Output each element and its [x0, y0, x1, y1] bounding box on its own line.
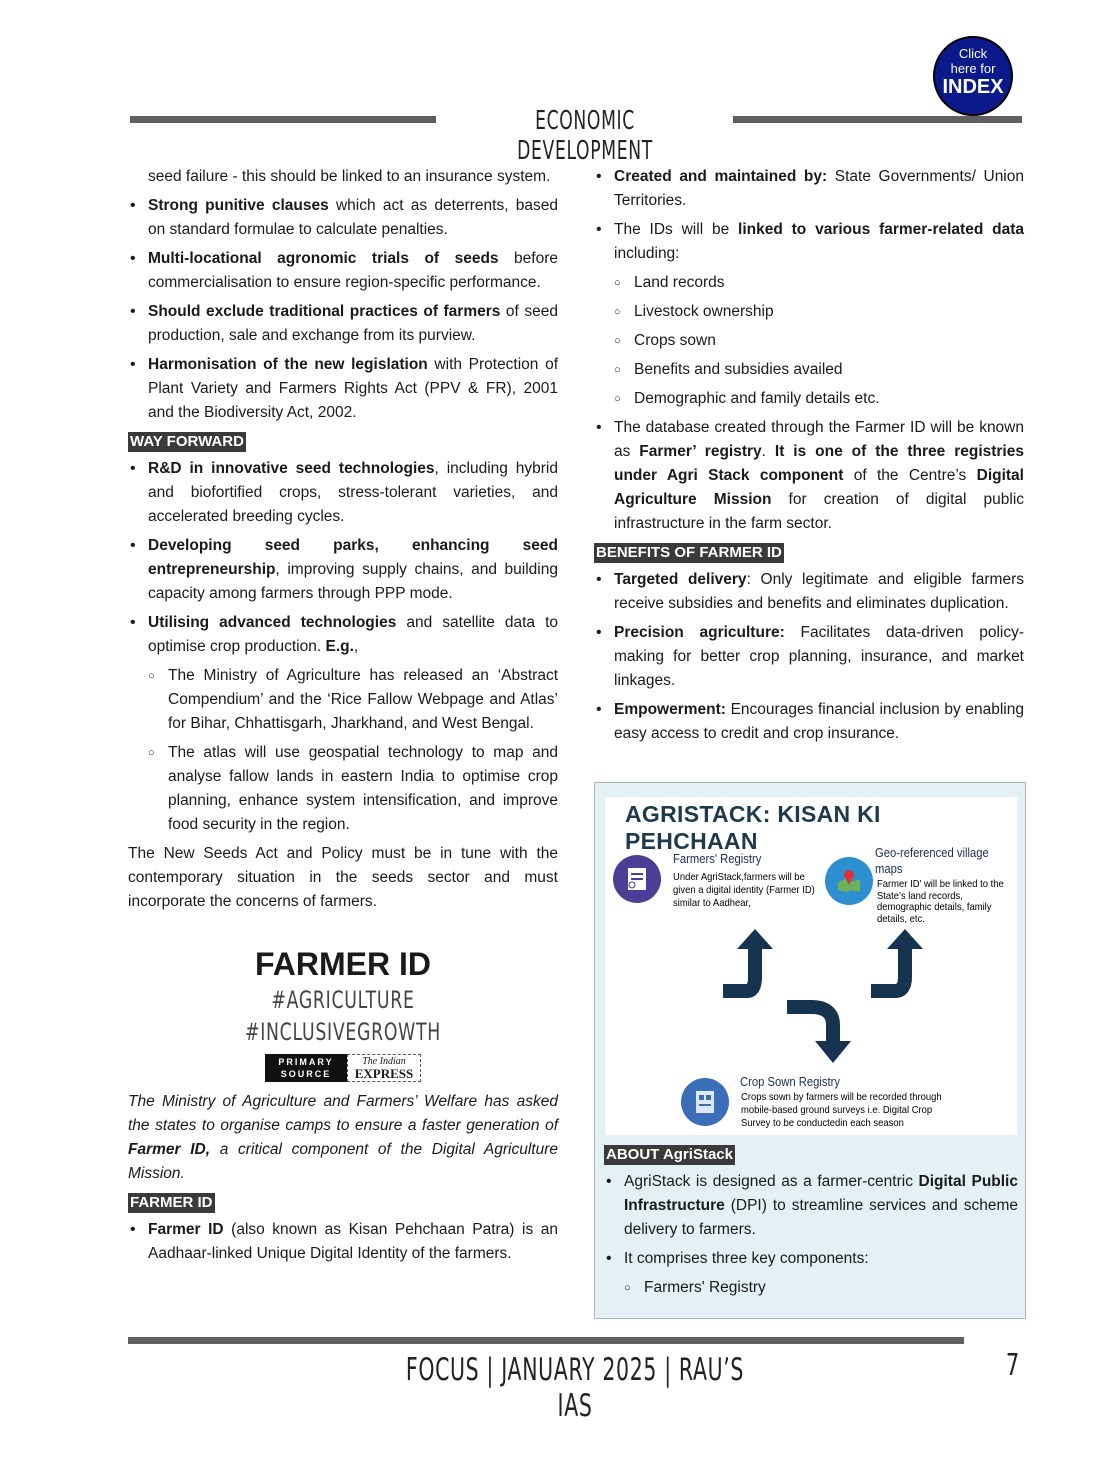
list-item [594, 165, 1024, 213]
arrow-up-right [871, 929, 923, 991]
registry-text: Under AgriStack,farmers will be given a digital identity (Farmer ID) similar to Aadhear, [673, 871, 815, 909]
article-title: FARMER ID [255, 946, 431, 982]
arrow-down-center [787, 1007, 851, 1063]
infographic-title: AGRISTACK: KISAN KI PEHCHAAN [625, 801, 881, 854]
arrow-up-left [723, 929, 773, 991]
registry-bullets [594, 416, 1024, 536]
text-segment: The New Seeds Act and Policy must be in tune with the contemporary situation in the seeds sector and must incorporate the concerns of farmers. [128, 845, 558, 910]
list-item [128, 194, 558, 242]
text-segment: AgriStack is designed as a farmer-centric [624, 1173, 919, 1190]
text-segment: Developing seed parks, enhancing seed entrepreneurship [148, 537, 558, 578]
text-segment: seed failure - this should be linked to an insurance system. [148, 168, 551, 185]
text-segment: Multi-locational agronomic trials of seeds [148, 250, 499, 267]
index-line1: Click [958, 46, 988, 61]
text-segment: Empowerment: [614, 701, 726, 718]
text-segment: including: [614, 245, 680, 262]
crop-survey-icon [681, 1078, 729, 1126]
about-tag: ABOUT AgriStack [606, 1146, 733, 1163]
list-item [604, 1247, 1018, 1300]
text-segment: Precision agriculture: [614, 624, 785, 641]
text-segment: before commercialisation to ensure region-specific performance. [148, 250, 558, 291]
registry-heading: Farmers' Registry [673, 852, 762, 866]
about-section [604, 1143, 1018, 1305]
text-segment: Encourages financial inclusion by enabling easy access to credit and crop insurance. [614, 701, 1024, 742]
text-segment: Farmer ID, [128, 1141, 211, 1158]
text-segment: The database created through the Farmer ID will be known as [614, 419, 1024, 460]
text-segment: for creation of digital public infrastructure in the farm sector. [614, 491, 1025, 532]
text-segment: Digital Agriculture Mission [614, 467, 1024, 508]
data-items [614, 271, 1024, 411]
right-column [594, 165, 1024, 751]
list-item: ○ Land records [614, 271, 1024, 295]
index-line2: here for [950, 61, 996, 76]
hashtags: #AGRICULTURE #INCLUSIVEGROWTH [245, 986, 441, 1046]
list-item [594, 218, 1024, 411]
list-item [128, 300, 558, 348]
list-item [128, 353, 558, 425]
text-segment: Farmer ID [148, 1221, 224, 1238]
farmer-id-tag: FARMER ID [130, 1194, 213, 1211]
text-segment: It is one of the three registries under Agri Stack component [614, 443, 1024, 484]
text-segment: , [353, 638, 359, 655]
text-segment: R&D in innovative seed technologies [148, 460, 435, 477]
text-segment: Digital Public Infrastructure [624, 1173, 1018, 1214]
text-segment: Should exclude traditional practices of farmers [148, 303, 501, 320]
list-item [148, 664, 558, 736]
conclusion-text [128, 842, 558, 914]
farmer-id-details [594, 165, 1024, 411]
list-item [594, 621, 1024, 693]
agristack-infographic [605, 797, 1017, 1135]
footer-rule [128, 1337, 964, 1344]
crop-heading: Crop Sown Registry [740, 1075, 841, 1089]
about-list [604, 1170, 1018, 1300]
index-label: INDEX [942, 76, 1004, 98]
text-segment: Created and maintained by: [614, 168, 828, 185]
maps-text: Farmer ID' will be linked to the State's land records, demographic details, family details, etc. [877, 878, 1004, 925]
footer-text: FOCUS | JANUARY 2025 | RAU’S IAS [405, 1352, 745, 1424]
way-forward-bullets [128, 457, 558, 837]
text-segment: linked to various farmer-related data [738, 221, 1024, 238]
text-segment: , improving supply chains, and building capacity among farmers through PPP mode. [148, 561, 558, 602]
primary-source-logo: PRIMARY SOURCE [265, 1054, 347, 1082]
list-item: ○ Livestock ownership [614, 300, 1024, 324]
left-column [128, 165, 558, 1271]
benefits-tag: BENEFITS OF FARMER ID [596, 544, 782, 561]
list-item: ○ Demographic and family details etc. [614, 387, 1024, 411]
list-item [604, 1170, 1018, 1242]
text-segment: of the Centre’s [843, 467, 977, 484]
list-item [128, 457, 558, 529]
list-item [594, 698, 1024, 746]
sub-bullets [148, 664, 558, 837]
text-segment: E.g. [325, 638, 354, 655]
text-segment: . [761, 443, 775, 460]
text-segment: a critical component of the Digital Agriculture Mission. [128, 1141, 558, 1182]
crop-text: Crops sown by farmers will be recorded through mobile-based ground surveys i.e. Digital Crop Survey to be conductedin each season [741, 1091, 942, 1129]
text-segment: which act as deterrents, based on standard formulae to calculate penalties. [148, 197, 558, 238]
text-segment: The atlas will use geospatial technology to map and analyse fallow lands in eastern India to optimise crop planning, enhance system intensification, and improve food security in the region. [168, 744, 558, 833]
text-segment: (also known as Kisan Pehchaan Patra) is an Aadhaar-linked Unique Digital Identity of the farmers. [148, 1221, 558, 1262]
list-item [148, 741, 558, 837]
farmer-id-bullets [128, 1218, 558, 1266]
seeds-bullets [128, 194, 558, 425]
text-segment: and satellite data to optimise crop production. [148, 614, 558, 655]
maps-heading: Geo-referenced village maps [875, 846, 989, 876]
list-item: ○ Benefits and subsidies availed [614, 358, 1024, 382]
text-segment: State Governments/ Union Territories. [614, 168, 1024, 209]
text-segment: (DPI) to streamline services and scheme delivery to farmers. [624, 1197, 1018, 1238]
header-rule-left [130, 116, 436, 123]
header-rule-right [733, 116, 1022, 123]
list-item [594, 568, 1024, 616]
logo-top: The Indian [362, 1056, 406, 1067]
text-segment: Farmer’ registry [639, 443, 762, 460]
way-forward-tag: WAY FORWARD [130, 433, 244, 450]
list-item [128, 247, 558, 295]
list-item: ○ Crops sown [614, 329, 1024, 353]
lead-text [128, 1090, 558, 1186]
list-item [128, 1218, 558, 1266]
list-item [594, 416, 1024, 536]
text-segment: Facilitates data-driven policy-making for better crop planning, insurance, and market linkages. [614, 624, 1024, 689]
intro-text [128, 165, 558, 189]
list-item-text [148, 614, 558, 655]
text-segment: of seed production, sale and exchange from its purview. [148, 303, 558, 344]
agristack-box [594, 782, 1026, 1319]
logo-name: EXPRESS [354, 1066, 414, 1081]
page-number: 7 [1005, 1348, 1020, 1383]
indian-express-logo [347, 1054, 421, 1082]
list-item: ○ Farmers' Registry [624, 1276, 1018, 1300]
section-title: ECONOMIC DEVELOPMENT [517, 106, 653, 166]
text-segment: Targeted delivery [614, 571, 747, 588]
list-item [128, 611, 558, 837]
text-segment: Strong punitive clauses [148, 197, 329, 214]
source-logos [128, 1054, 558, 1082]
text-segment: Utilising advanced technologies [148, 614, 397, 631]
text-segment: The Ministry of Agriculture and Farmers’ Welfare has asked the states to organise camps to ensure a faster generation of [128, 1093, 558, 1134]
list-item-text [624, 1250, 869, 1267]
list-item-text [614, 221, 1024, 262]
text-segment: The IDs will be [614, 221, 739, 238]
text-segment: It comprises three key components: [624, 1250, 869, 1267]
components-list [624, 1276, 1018, 1300]
text-segment: Harmonisation of the new legislation [148, 356, 428, 373]
text-segment: , including hybrid and biofortified crops, stress-tolerant varieties, and accelerated breeding cycles. [148, 460, 558, 525]
text-segment: The Ministry of Agriculture has released an ‘Abstract Compendium’ and the ‘Rice Fallow Webpage and Atlas’ for Bihar, Chhattisgarh, Jharkhand, and West Bengal. [168, 667, 558, 732]
text-segment: with Protection of Plant Variety and Farmers Rights Act (PPV & FR), 2001 and the Biodiversity Act, 2002. [148, 356, 558, 421]
index-button[interactable] [933, 36, 1013, 116]
benefits-list [594, 568, 1024, 746]
text-segment: : Only legitimate and eligible farmers receive subsidies and benefits and eliminates duplication. [614, 571, 1024, 612]
list-item [128, 534, 558, 606]
